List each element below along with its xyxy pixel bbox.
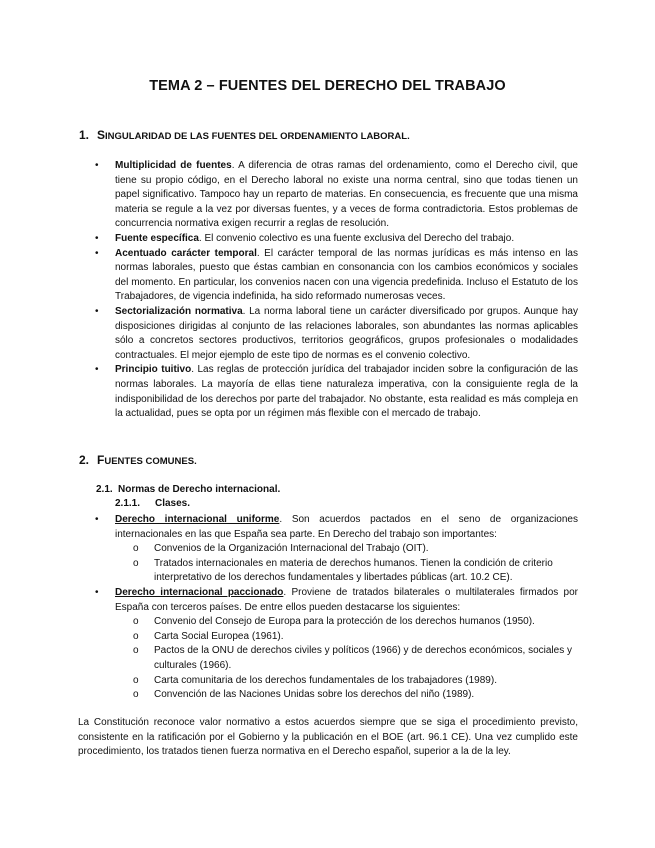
- section-1-list: [95, 159, 578, 422]
- closing-paragraph: La Constitución reconoce valor normativo a estos acuerdos siempre que se siga el procedimiento previsto, consistente en la ratificación por el Gobierno y la publicación en el BOE (art. 96.1 CE). Una vez cumplido este procedimiento, los tratados tienen fuerza normativa en el Derecho español, superior a la de la ley.: [78, 717, 578, 758]
- bullet-icon: •: [95, 232, 99, 244]
- sub-list-item: [133, 615, 578, 630]
- sub-list-item: [133, 644, 578, 673]
- bullet-text: . Son acuerdos pactados en el seno de organizaciones internacionales en las que España sea parte. En Derecho del trabajo son importantes:: [115, 514, 578, 540]
- sub-item-text: Convención de las Naciones Unidas sobre los derechos del niño (1989).: [154, 689, 475, 701]
- circle-bullet-icon: o: [133, 645, 139, 657]
- sub-item-text: Convenios de la Organización Internacional del Trabajo (OIT).: [154, 543, 429, 555]
- section-2-number: 2.: [79, 453, 90, 467]
- sub-list-item: [133, 542, 578, 557]
- subsection-2-1-1-title: Clases.: [155, 498, 191, 509]
- bullet-icon: •: [95, 305, 99, 317]
- list-item: [95, 586, 578, 703]
- list-item: [95, 513, 578, 586]
- section-2-heading-text: UENTES COMUNES.: [104, 456, 197, 467]
- sub-item-text: Carta Social Europea (1961).: [154, 630, 284, 642]
- circle-bullet-icon: o: [133, 674, 139, 686]
- list-item: [95, 247, 578, 305]
- section-1-number: 1.: [79, 128, 90, 142]
- bullet-icon: •: [95, 514, 99, 525]
- section-1-heading-initial: S: [97, 128, 106, 142]
- bullet-text: . La norma laboral tiene un carácter diversificado por grupos. Aunque hay disposiciones dirigidas al conjunto de las relaciones laborales, son abundantes las normas aplicables sólo a concretos sectores productivos, territorios geográficos, grupos profesionales o modalidades contractuales. El mejor ejemplo de este tipo de normas es el convenio colectivo.: [115, 305, 578, 361]
- bullet-icon: •: [95, 160, 99, 171]
- sub-item-text: Carta comunitaria de los derechos fundamentales de los trabajadores (1989).: [154, 674, 497, 686]
- section-2-heading-initial: F: [97, 453, 105, 467]
- sub-list-item: [133, 630, 578, 645]
- bullet-icon: •: [95, 364, 99, 376]
- list-item: [95, 363, 578, 421]
- bullet-text: . Proviene de tratados bilaterales o multilaterales firmados por España con terceros países. De entre ellos pueden destacarse los siguientes:: [115, 586, 578, 613]
- circle-bullet-icon: o: [133, 616, 139, 628]
- sub-item-text: Convenio del Consejo de Europa para la protección de los derechos humanos (1950).: [154, 616, 535, 628]
- sub-list-item: [133, 688, 578, 703]
- sub-item-text: Pactos de la ONU de derechos civiles y políticos (1966) y de derechos económicos, sociales y culturales (1966).: [154, 645, 572, 671]
- bullet-text: . El carácter temporal de las normas jurídicas es más intenso en las normas laborales, puesto que éstas cambian en consonancia con los cambios económicos y sociales del momento. En particular, los convenios nacen con una vigencia predefinida. Incluso el Estatuto de los Trabajadores, de vigencia indefinida, ha sido reformado numerosas veces.: [115, 247, 578, 303]
- bullet-icon: •: [95, 586, 99, 598]
- sub-list-item: [133, 674, 578, 689]
- bullet-text: . A diferencia de otras ramas del ordenamiento, como el Derecho civil, que tiene su propio código, en el Derecho laboral no existe una norma central, sino que todas tienen un papel significativo. Tampoco hay un reparto de materias. En consecuencia, es frecuente que una misma materia se regule a la vez por diversas fuentes, y a veces de forma contradictoria. Estos problemas de concurrencia normativa exigen recurrir a reglas de resolución.: [115, 160, 578, 230]
- sub-list: [133, 542, 578, 586]
- circle-bullet-icon: o: [133, 543, 139, 555]
- bullet-term: Derecho internacional uniforme: [115, 514, 280, 525]
- subsection-2-1-heading: [96, 484, 280, 495]
- sub-item-text: Tratados internacionales en materia de derechos humanos. Tienen la condición de criterio interpretativo de los derechos fundamentales y libertades públicas (art. 10.2 CE).: [154, 557, 553, 584]
- bullet-term: Derecho internacional paccionado: [115, 586, 284, 598]
- sub-list-item: [133, 557, 578, 586]
- bullet-icon: •: [95, 247, 99, 259]
- subsection-2-1-1-heading: [115, 498, 190, 509]
- section-2-list: [95, 513, 578, 703]
- circle-bullet-icon: o: [133, 557, 139, 569]
- bullet-term: Principio tuitivo: [115, 364, 192, 376]
- bullet-term: Acentuado carácter temporal: [115, 247, 257, 259]
- subsection-2-1-1-number: 2.1.1.: [115, 498, 141, 509]
- bullet-text: . El convenio colectivo es una fuente exclusiva del Derecho del trabajo.: [198, 232, 515, 244]
- circle-bullet-icon: o: [133, 689, 139, 701]
- list-item: [95, 232, 578, 247]
- list-item: [95, 305, 578, 363]
- section-2-heading: [79, 453, 197, 467]
- bullet-text: . Las reglas de protección jurídica del trabajador inciden sobre la configuración de las normas laborales. La mayoría de ellas tiene naturaleza imperativa, con la consiguiente regla de la indisponibilidad de los derechos por parte del trabajador. No obstante, esta realidad es más compleja en la actualidad, pues se opta por un régimen más flexible con el mercado de trabajo.: [115, 364, 578, 420]
- bullet-term: Fuente específica: [115, 232, 199, 244]
- section-1-heading: [79, 128, 410, 142]
- bullet-term: Multiplicidad de fuentes: [115, 160, 232, 171]
- list-item: [95, 159, 578, 232]
- subsection-2-1-number: 2.1.: [96, 484, 113, 495]
- bullet-term: Sectorialización normativa: [115, 305, 243, 317]
- sub-list: [133, 615, 578, 703]
- subsection-2-1-title: Normas de Derecho internacional.: [118, 484, 281, 495]
- page-title: TEMA 2 – FUENTES DEL DERECHO DEL TRABAJO: [149, 78, 506, 94]
- circle-bullet-icon: o: [133, 630, 139, 642]
- section-1-heading-text: INGULARIDAD DE LAS FUENTES DEL ORDENAMIENTO LABORAL.: [105, 131, 410, 142]
